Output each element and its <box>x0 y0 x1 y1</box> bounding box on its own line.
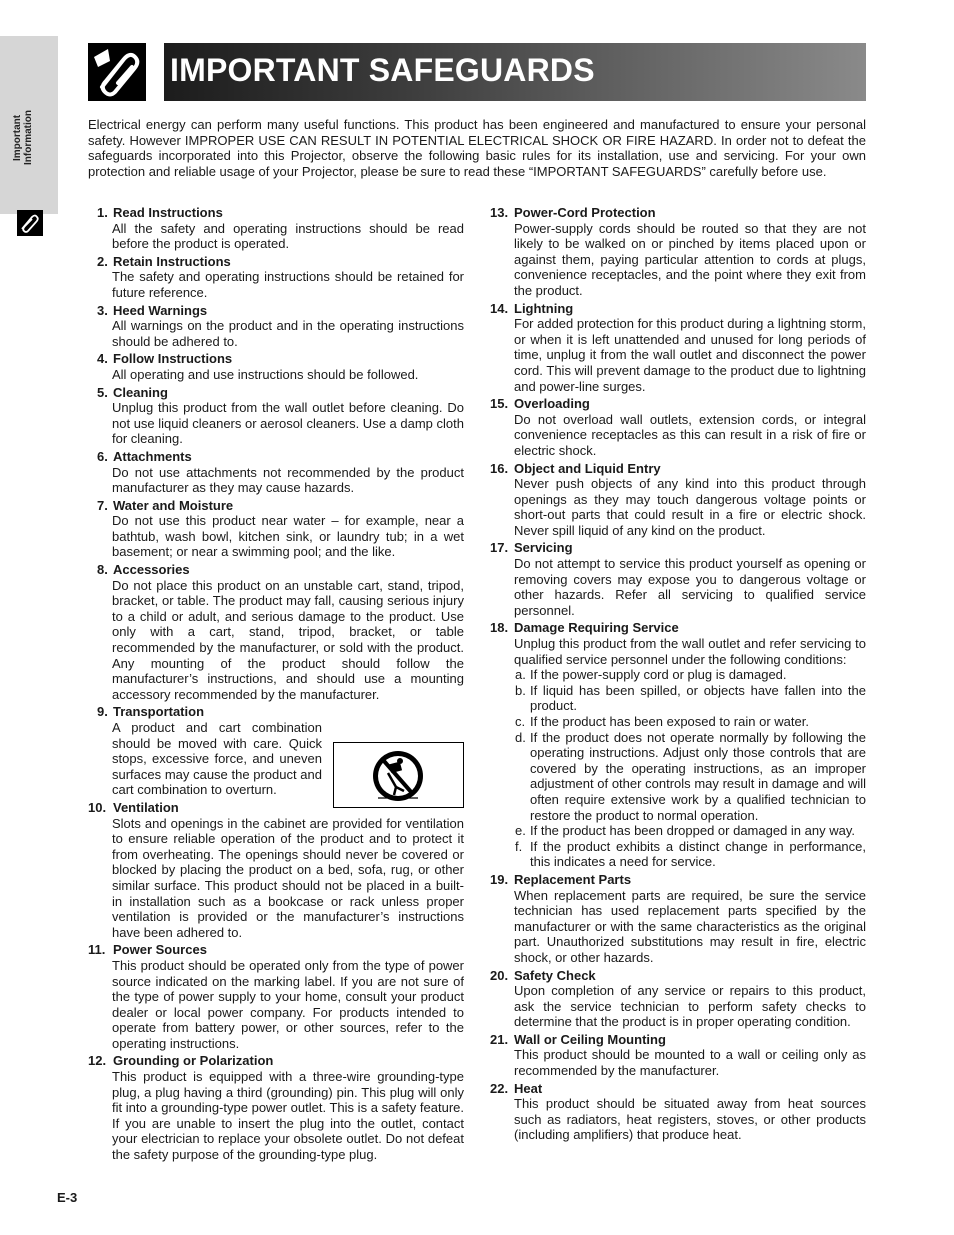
item-body: This product should be mounted to a wall or ceiling only as recommended by the manufacturer. <box>514 1047 866 1079</box>
condition-text: If the power-supply cord or plug is damaged. <box>530 667 787 683</box>
damage-condition <box>515 682 866 714</box>
condition-letter: c. <box>515 714 526 729</box>
item-body: All warnings on the product and in the operating instructions should be adhered to. <box>112 318 464 349</box>
damage-condition <box>515 714 866 730</box>
item-body: Power-supply cords should be routed so that they are not likely to be walked on or pinched by items placed upon or against them, paying particular attention to cords at plugs, convenience receptacles, and the point where they exit from the product. <box>514 220 866 298</box>
item-title: Overloading <box>514 396 590 412</box>
item-number: 9. <box>97 704 108 720</box>
side-tab <box>0 36 58 214</box>
damage-condition <box>515 823 866 839</box>
item-title: Servicing <box>514 540 573 556</box>
item-body: This product should be situated away from heat sources such as radiators, heat registers, stoves, or other products (including amplifiers) that produce heat. <box>514 1096 866 1143</box>
item-body: Do not overload wall outlets, extension cords, or integral convenience receptacles as this can result in a risk of fire or electric shock. <box>514 411 866 458</box>
safeguard-item-16 <box>490 461 866 539</box>
item-body: Do not place this product on an unstable cart, stand, tripod, bracket, or table. The product may fall, causing serious injury to a child or adult, and serious damage to the product. Use only with a cart, stand, tripod, bracket, or table recommended by the manufacturer, or sold with the product. Any mounting of the product should follow the manufacturer’s instructions, and should use a mounting accessory recommended by the manufacturer. <box>112 577 464 702</box>
safeguard-icon <box>17 210 43 236</box>
safeguard-item-19 <box>490 872 866 966</box>
intro-paragraph: Electrical energy can perform many useful functions. This product has been engineered and manufactured to ensure your personal safety. However IMPROPER USE CAN RESULT IN POTENTIAL ELECTRICAL SHOCK OR FIRE HAZARD. In order not to defeat the safeguards incorporated into this Projector, observe the following basic rules for its installation, use and servicing. For your own protection and reliable usage of your Projector, please be sure to read these “IMPORTANT SAFEGUARDS” carefully before use. <box>88 117 866 179</box>
safeguard-item-7 <box>88 498 464 560</box>
right-column <box>490 205 866 1145</box>
item-title: Heat <box>514 1080 543 1096</box>
condition-letter: d. <box>515 729 526 745</box>
item-body: Unplug this product from the wall outlet before cleaning. Do not use liquid cleaners or aerosol cleaners. Use a damp cloth for cleaning. <box>112 400 464 447</box>
side-tab-label-line1: Important <box>12 114 23 161</box>
item-title: Power Sources <box>113 942 207 958</box>
item-number: 11. <box>88 942 106 958</box>
condition-text: If the product has been dropped or damaged in any way. <box>530 823 855 839</box>
item-title: Lightning <box>514 300 574 316</box>
item-body: Do not attempt to service this product yourself as opening or removing covers may expose you to dangerous voltage or other hazards. Refer all servicing to qualified service personnel. <box>514 556 866 618</box>
item-number: 2. <box>97 253 108 269</box>
damage-condition <box>515 667 866 683</box>
condition-text: If the product has been exposed to rain or water. <box>530 714 809 729</box>
item-number: 8. <box>97 562 108 578</box>
safeguard-item-17 <box>490 540 866 618</box>
safeguard-item-15 <box>490 396 866 458</box>
item-title: Damage Requiring Service <box>514 620 679 636</box>
cart-tipover-icon <box>333 742 464 808</box>
safeguard-item-3 <box>88 303 464 350</box>
item-title: Power-Cord Protection <box>514 205 656 220</box>
safeguard-item-6 <box>88 449 464 496</box>
condition-letter: e. <box>515 823 526 839</box>
item-body: Unplug this product from the wall outlet and refer servicing to qualified service personnel under the following conditions: <box>514 636 866 667</box>
safeguard-item-8 <box>88 562 464 702</box>
safeguard-item-5 <box>88 385 464 447</box>
item-number: 12. <box>88 1053 107 1069</box>
item-title: Water and Moisture <box>113 497 234 513</box>
condition-letter: b. <box>515 682 526 698</box>
item-title: Accessories <box>113 562 190 578</box>
item-number: 19. <box>490 871 509 887</box>
page-title: IMPORTANT SAFEGUARDS <box>170 52 595 88</box>
safeguard-item-14 <box>490 301 866 395</box>
item-title: Wall or Ceiling Mounting <box>514 1031 666 1047</box>
item-title: Follow Instructions <box>113 351 233 367</box>
item-title: Cleaning <box>113 384 168 400</box>
item-title: Replacement Parts <box>514 871 632 887</box>
condition-letter: a. <box>515 667 526 683</box>
condition-text: If the product exhibits a distinct change in performance, this indicates a need for service. <box>530 838 866 870</box>
left-column <box>88 205 464 1165</box>
safeguard-item-21 <box>490 1032 866 1079</box>
paperclip-icon <box>88 43 146 101</box>
item-body: For added protection for this product during a lightning storm, or when it is left unattended and unused for long periods of time, unplug it from the wall outlet and disconnect the power cord. This will prevent damage to the product due to lightning and power-line surges. <box>514 316 866 394</box>
item-body: A product and cart combination should be moved with care. Quick stops, excessive force, and uneven surfaces may cause the product and cart combination to overturn. <box>112 720 322 798</box>
item-number: 1. <box>97 205 108 220</box>
transportation-block <box>112 720 464 798</box>
item-number: 16. <box>490 460 509 476</box>
item-title: Grounding or Polarization <box>113 1053 274 1069</box>
item-number: 22. <box>490 1080 509 1096</box>
item-number: 20. <box>490 967 509 983</box>
safeguard-item-10 <box>88 800 464 940</box>
item-number: 5. <box>97 384 108 400</box>
item-body: This product should be operated only from the type of power source indicated on the marking label. If you are not sure of the type of power supply to your home, consult your product dealer or local power company. For products intended to operate from battery power, or other sources, refer to the operating instructions. <box>112 957 464 1051</box>
damage-condition <box>515 838 866 870</box>
item-number: 6. <box>97 448 108 464</box>
safeguard-item-22 <box>490 1081 866 1143</box>
item-number: 15. <box>490 396 509 412</box>
item-number: 14. <box>490 300 509 316</box>
condition-text: If liquid has been spilled, or objects have fallen into the product. <box>530 682 866 714</box>
side-tab-label-line2: Information <box>23 110 34 165</box>
item-title: Object and Liquid Entry <box>514 460 661 476</box>
item-title: Read Instructions <box>113 205 223 220</box>
condition-text: If the product does not operate normally by following the operating instructions. Adjust only those controls that are covered by the operating instructions, as an improper adjustment of other controls may result in damage and will often require extensive work by a qualified technician to restore the product to normal operation. <box>530 729 866 823</box>
item-body: All operating and use instructions should be followed. <box>112 366 419 382</box>
page-number: E-3 <box>57 1190 78 1205</box>
safeguard-item-2 <box>88 254 464 301</box>
item-number: 4. <box>97 351 108 367</box>
item-title: Safety Check <box>514 967 596 983</box>
side-tab-label <box>12 110 34 165</box>
item-number: 18. <box>490 620 509 636</box>
item-number: 17. <box>490 540 509 556</box>
item-number: 21. <box>490 1031 509 1047</box>
safeguard-item-12 <box>88 1053 464 1162</box>
safeguard-item-1 <box>88 205 464 252</box>
item-number: 7. <box>97 497 108 513</box>
item-body: Do not use this product near water – for example, near a bathtub, wash bowl, kitchen sink, or laundry tub; in a wet basement; or near a swimming pool; and the like. <box>112 513 464 560</box>
item-title: Retain Instructions <box>113 253 231 269</box>
item-body: Upon completion of any service or repairs to this product, ask the service technician to perform safety checks to determine that the product is in proper operating condition. <box>514 983 866 1030</box>
safeguard-item-18 <box>490 620 866 870</box>
safeguard-item-9 <box>88 704 464 798</box>
item-number: 10. <box>88 799 107 815</box>
item-title: Ventilation <box>113 799 179 815</box>
item-body: Do not use attachments not recommended by the product manufacturer as they may cause hazards. <box>112 464 464 496</box>
safeguard-item-11 <box>88 942 464 1051</box>
item-body: The safety and operating instructions should be retained for future reference. <box>112 269 464 300</box>
item-body: When replacement parts are required, be sure the service technician has used replacement parts specified by the manufacturer or with the same characteristics as the original part. Unauthorized substitutions may result in fire, electric shock, or other hazards. <box>514 887 866 965</box>
item-title: Transportation <box>113 704 205 720</box>
item-title: Attachments <box>113 448 192 464</box>
item-body: This product is equipped with a three-wire grounding-type plug, a plug having a third (grounding) pin. This plug will only fit into a grounding-type power outlet. This is a safety feature. If you are unable to insert the plug into the outlet, contact your electrician to replace your obsolete outlet. Do not defeat the safety purpose of the grounding-type plug. <box>112 1069 464 1163</box>
item-body: Never push objects of any kind into this product through openings as they may touch dangerous voltage points or short-out parts that could result in a fire or electric shock. Never spill liquid of any kind on the product. <box>514 476 866 538</box>
damage-condition <box>515 729 866 824</box>
item-title: Heed Warnings <box>113 302 208 318</box>
title-bar <box>164 43 866 101</box>
safeguard-item-13 <box>490 205 866 299</box>
item-body: Slots and openings in the cabinet are provided for ventilation to ensure reliable operation of the product and to protect it from overheating. The openings should never be covered or blocked by placing the product on a bed, sofa, rug, or other similar surface. This product should not be placed in a built-in installation such as a bookcase or rack unless proper ventilation is provided or the manufacturer’s instructions have been adhered to. <box>112 815 464 940</box>
safeguard-item-20 <box>490 968 866 1030</box>
item-body: All the safety and operating instructions should be read before the product is operated. <box>112 220 464 252</box>
condition-letter: f. <box>515 838 523 854</box>
item-number: 13. <box>490 205 509 220</box>
safeguard-item-4 <box>88 351 464 382</box>
item-number: 3. <box>97 302 108 318</box>
